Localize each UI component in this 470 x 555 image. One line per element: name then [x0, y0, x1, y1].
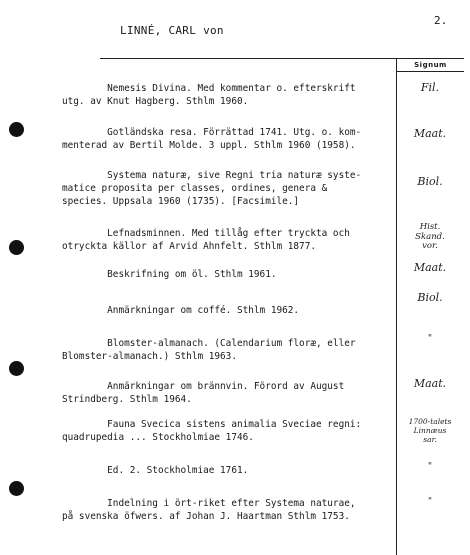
page-number: 2.	[434, 14, 448, 27]
punch-hole	[9, 240, 24, 255]
entry-signum: Hist. Skand. vor.	[415, 222, 445, 251]
entry-signum: Fil.	[420, 81, 440, 94]
entry-signum: Biol.	[417, 291, 443, 304]
entry-text: Anmärkningar om coffé. Sthlm 1962.	[62, 305, 300, 316]
entry-signum: Maat.	[413, 261, 447, 274]
entry-text: Anmärkningar om brännvin. Förord av August Strindberg. Sthlm 1964.	[62, 381, 345, 405]
punch-hole	[9, 361, 24, 376]
entry-signum: 1700-talets Linnæus sar.	[408, 417, 452, 444]
entry-signum: Biol.	[417, 175, 443, 188]
author-heading: LINNÉ, CARL von	[120, 24, 224, 37]
entry-text: Gotländska resa. Förrättad 1741. Utg. o. kom- menterad av Bertil Molde. 3 uppl. Sthlm 1960 (1958).	[62, 127, 362, 151]
punch-hole	[9, 481, 24, 496]
entry-signum: "	[427, 462, 433, 472]
entry-text: Nemesis Divina. Med kommentar o. efterskrift utg. av Knut Hagberg. Sthlm 1960.	[62, 83, 356, 107]
entry-signum: "	[427, 497, 433, 507]
entry-signum: Maat.	[413, 127, 447, 140]
signum-header: Signum	[414, 61, 447, 69]
entry-text: Blomster-almanach. (Calendarium floræ, eller Blomster-almanach.) Sthlm 1963.	[62, 338, 356, 362]
entry-text: Ed. 2. Stockholmiae 1761.	[62, 465, 249, 476]
entry-text: Lefnadsminnen. Med tillåg efter tryckta och otryckta källor af Arvid Ahnfelt. Sthlm 1877.	[62, 228, 350, 252]
entry-signum: Maat.	[413, 377, 447, 390]
entry-text: Beskrifning om öl. Sthlm 1961.	[62, 269, 277, 280]
entry-text: Indelning i ört-riket efter Systema naturae, på svenska öfwers. af Johan J. Haartman Sthlm 1753.	[62, 498, 356, 522]
entry-text: Fauna Svecica sistens animalia Sveciae regni: quadrupedia ... Stockholmiae 1746.	[62, 419, 362, 443]
punch-hole	[9, 122, 24, 137]
entry-text: Systema naturæ, sive Regni tria naturæ syste- matice proposita per classes, ordines, genera & species. Uppsala 1960 (1735). [Facsimile.]	[62, 170, 362, 207]
signum-column-rule	[396, 58, 397, 555]
entry-signum: "	[427, 334, 433, 344]
